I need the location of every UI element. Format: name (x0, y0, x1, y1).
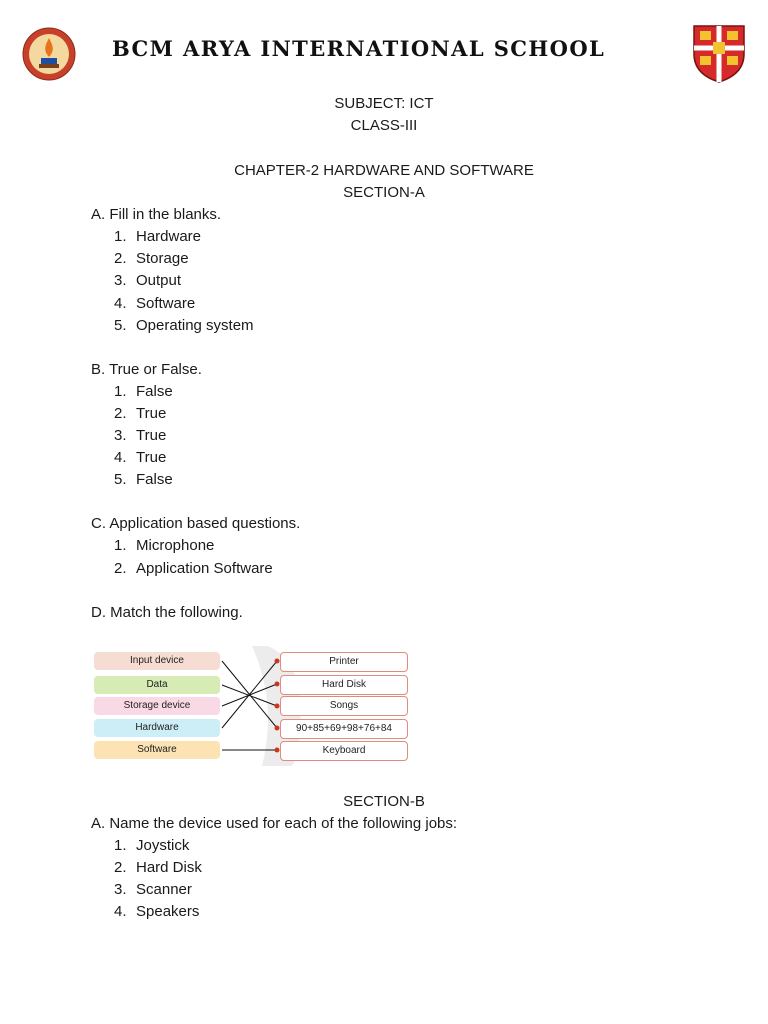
list-item: 4. Software (114, 295, 196, 312)
match-left-storage-device: Storage device (94, 697, 220, 715)
true-false-heading: B. True or False. (91, 361, 202, 378)
section-b-title: SECTION-B (343, 793, 425, 810)
university-crest-icon (692, 24, 746, 84)
school-name: BCM ARYA INTERNATIONAL SCHOOL (112, 36, 606, 61)
class-line: CLASS-III (350, 117, 418, 134)
list-item: 5. False (114, 471, 173, 488)
school-header (0, 0, 768, 92)
list-item: 3. True (114, 427, 167, 444)
list-item: 2. True (114, 405, 167, 422)
list-item: 3. Output (114, 272, 182, 289)
list-item: 1. False (114, 383, 173, 400)
subject-line: SUBJECT: ICT (334, 95, 434, 112)
list-item: 4. True (114, 449, 167, 466)
application-heading: C. Application based questions. (91, 515, 301, 532)
section-a-title: SECTION-A (343, 184, 425, 201)
school-logo-icon (22, 26, 76, 82)
fill-blanks-heading: A. Fill in the blanks. (91, 206, 222, 223)
match-heading: D. Match the following. (91, 604, 243, 621)
list-item: 2. Application Software (114, 560, 273, 577)
list-item: 2. Storage (114, 250, 189, 267)
list-item: 2. Hard Disk (114, 859, 202, 876)
list-item: 4. Speakers (114, 903, 200, 920)
list-item: 1. Joystick (114, 837, 190, 854)
match-right-songs: Songs (280, 696, 408, 716)
match-right-marks: 90+85+69+98+76+84 (280, 719, 408, 739)
list-item: 5. Operating system (114, 317, 254, 334)
match-diagram (92, 646, 414, 766)
match-left-hardware: Hardware (94, 719, 220, 737)
chapter-title: CHAPTER-2 HARDWARE AND SOFTWARE (234, 162, 534, 179)
match-right-keyboard: Keyboard (280, 741, 408, 761)
match-right-printer: Printer (280, 652, 408, 672)
list-item: 1. Hardware (114, 228, 202, 245)
match-left-data: Data (94, 676, 220, 694)
list-item: 1. Microphone (114, 537, 215, 554)
match-left-input-device: Input device (94, 652, 220, 670)
name-device-heading: A. Name the device used for each of the following jobs: (91, 815, 458, 832)
match-right-hard-disk: Hard Disk (280, 675, 408, 695)
match-left-software: Software (94, 741, 220, 759)
list-item: 3. Scanner (114, 881, 192, 898)
